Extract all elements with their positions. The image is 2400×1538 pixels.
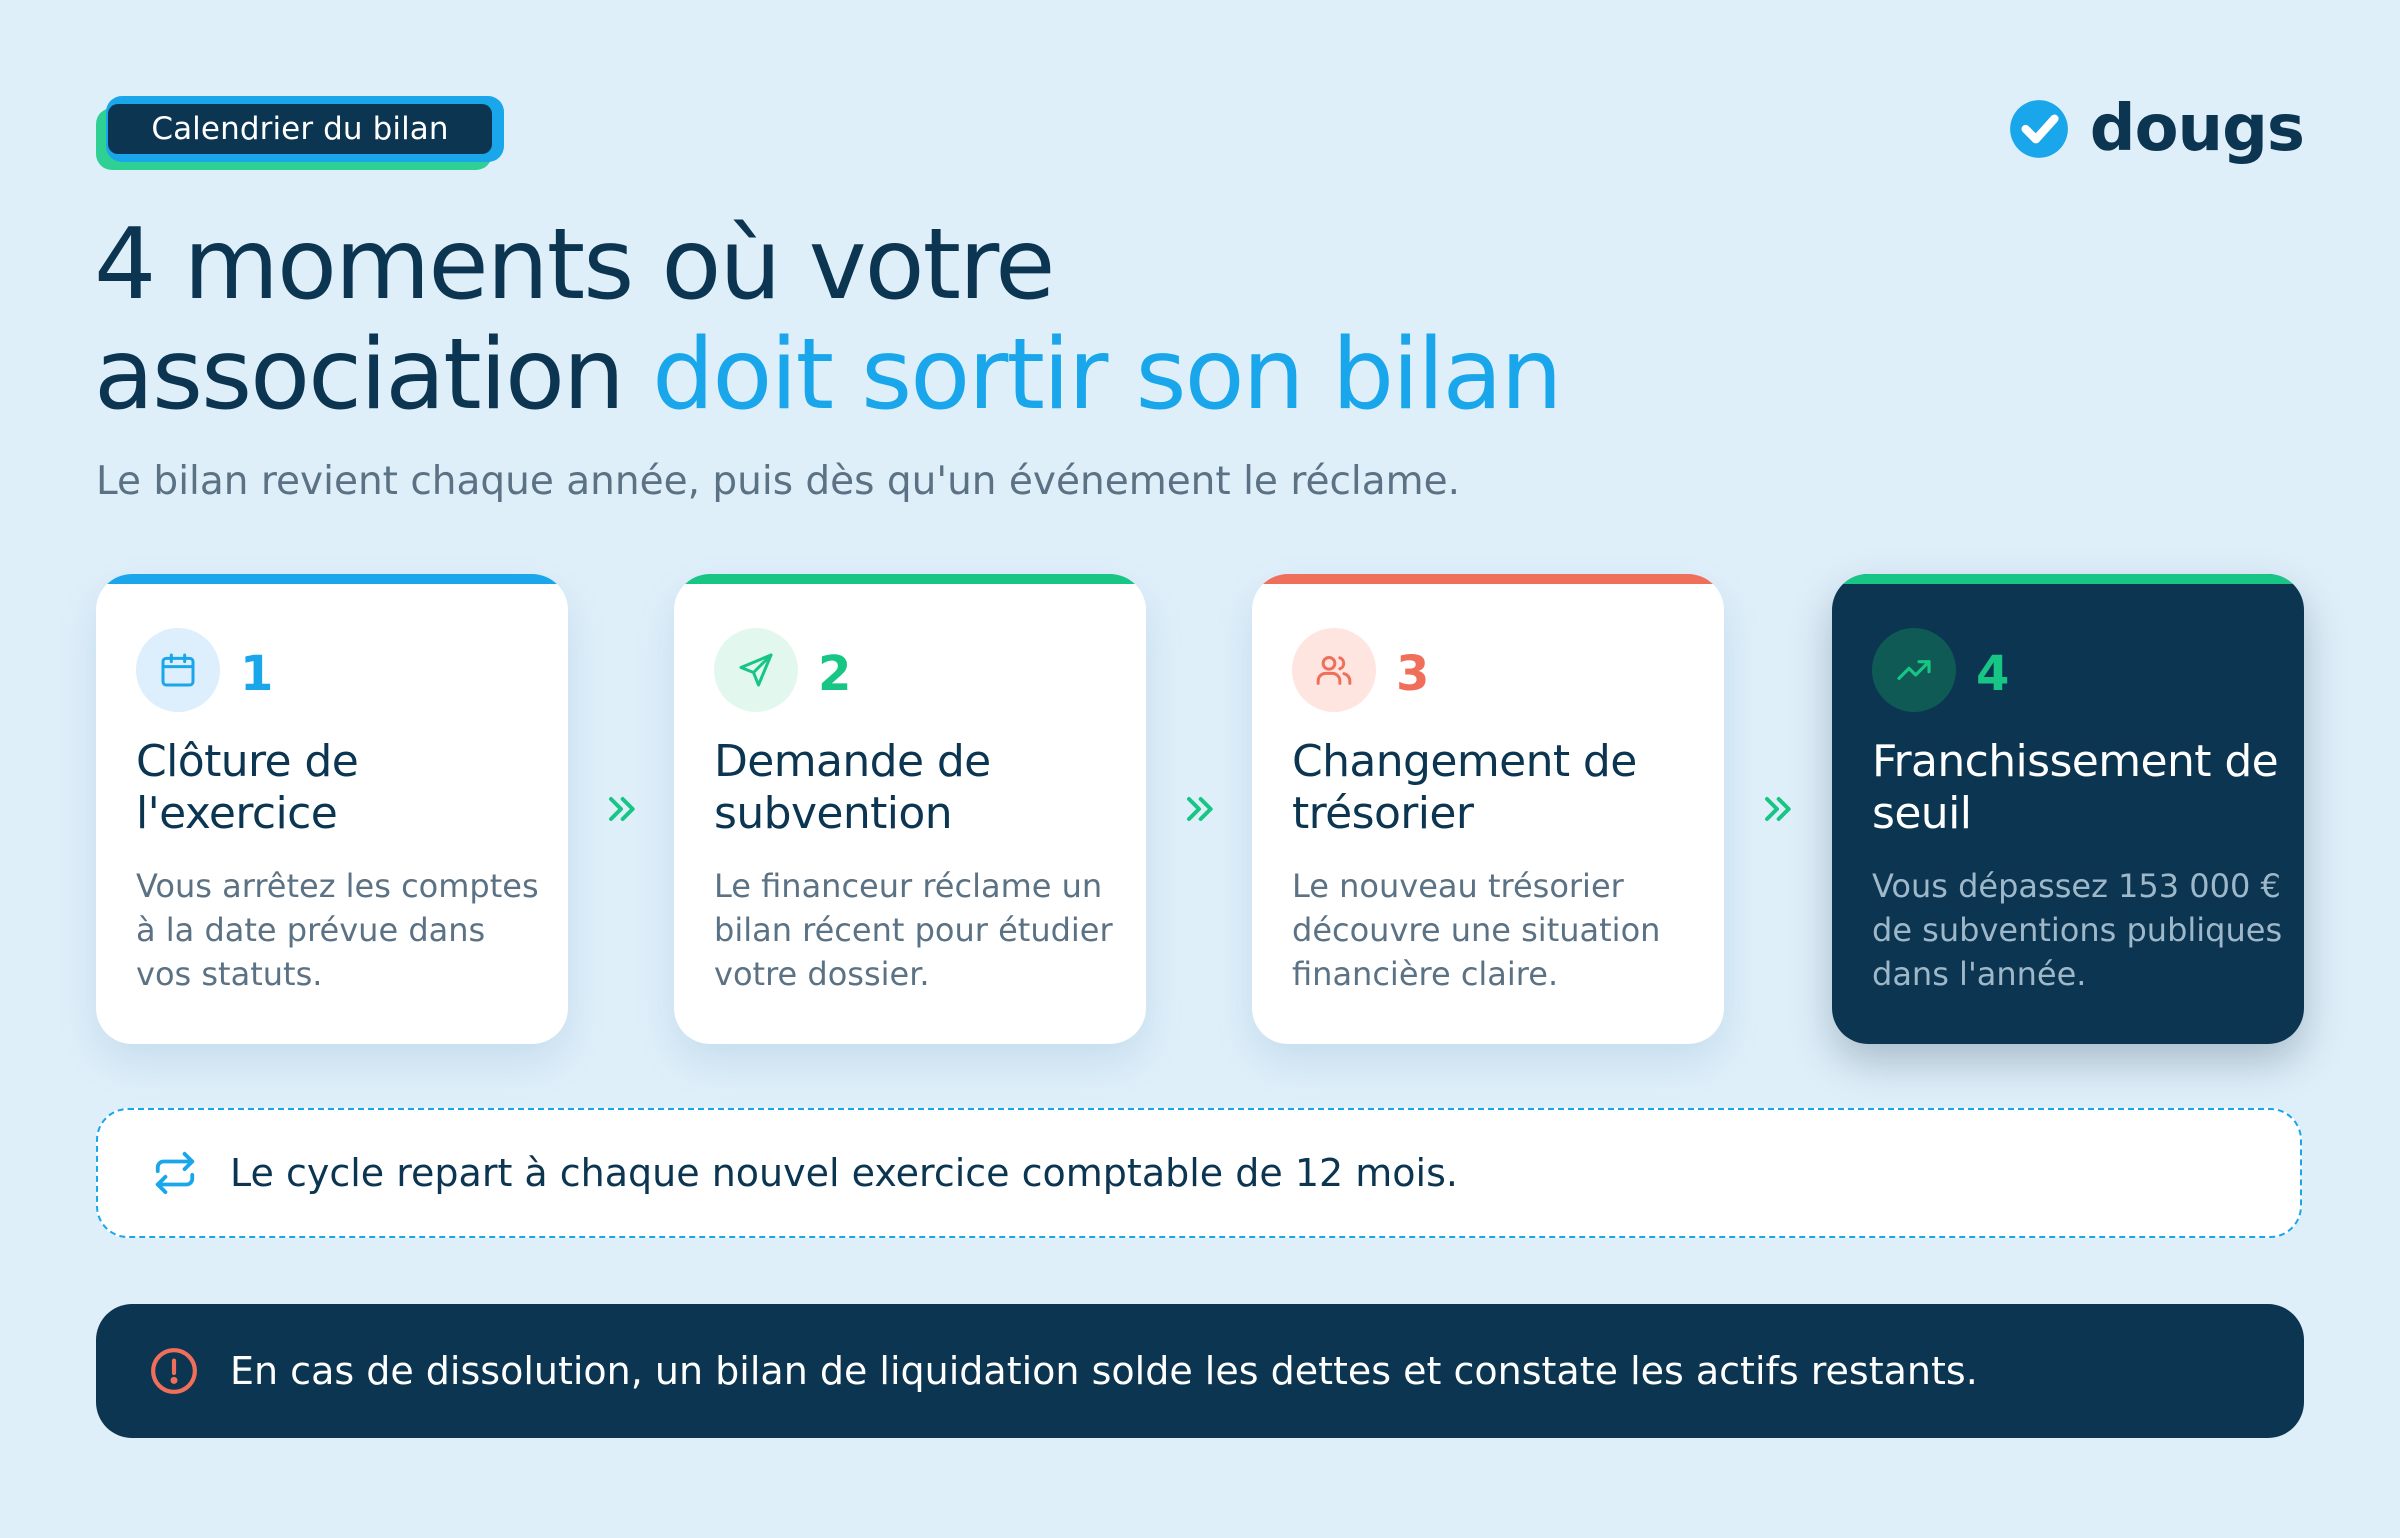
card-topbar-3 [1252, 574, 1724, 584]
card-description-2: Le financeur réclame un bilan récent pour étudier votre dossier. [714, 867, 1113, 993]
alert-circle-icon [148, 1345, 200, 1397]
card-title-3: Changement de trésorier [1292, 736, 1637, 839]
card-number-2: 2 [818, 646, 852, 702]
dissolution-alert-text: En cas de dissolution, un bilan de liquidation solde les dettes et constate les actifs restants. [230, 1349, 1978, 1393]
calendar-badge [96, 96, 504, 172]
title-line-2 [94, 320, 1794, 430]
card-topbar-2 [674, 574, 1146, 584]
users-icon [1314, 650, 1354, 690]
card-icon-circle-4 [1872, 628, 1956, 712]
title-line-1: 4 moments où votre [94, 208, 1054, 322]
logo-text: dougs [2089, 92, 2304, 166]
send-icon [736, 650, 776, 690]
chevrons-right-icon [1174, 784, 1224, 834]
page-subtitle: Le bilan revient chaque année, puis dès qu'un événement le réclame. [96, 459, 1461, 504]
moments-cards [96, 574, 2304, 1044]
title-line-2-accent: doit sortir son bilan [652, 318, 1561, 432]
check-badge-icon [2006, 96, 2072, 162]
moment-card-2 [674, 574, 1146, 1044]
moment-card-1 [96, 574, 568, 1044]
card-title-2: Demande de subvention [714, 736, 991, 839]
card-number-3: 3 [1396, 646, 1430, 702]
dougs-logo [2006, 92, 2304, 166]
trending-up-icon [1894, 650, 1934, 690]
card-number-4: 4 [1976, 646, 2010, 702]
dissolution-alert [96, 1304, 2304, 1438]
cycle-notice [96, 1108, 2302, 1238]
chevrons-right-icon [1752, 784, 1802, 834]
card-icon-circle-1 [136, 628, 220, 712]
card-description-3: Le nouveau trésorier découvre une situation financière claire. [1292, 867, 1661, 993]
title-line-2-prefix: association [94, 318, 653, 432]
card-description-4: Vous dépassez 153 000 € de subventions publiques dans l'année. [1872, 867, 2283, 993]
page-title [94, 210, 1794, 430]
moment-card-3 [1252, 574, 1724, 1044]
moment-card-4 [1832, 574, 2304, 1044]
calendar-icon [158, 650, 198, 690]
badge-label: Calendrier du bilan [108, 104, 492, 154]
card-icon-circle-3 [1292, 628, 1376, 712]
card-number-1: 1 [240, 646, 274, 702]
card-title-1: Clôture de l'exercice [136, 736, 359, 839]
chevrons-right-icon [596, 784, 646, 834]
card-icon-circle-2 [714, 628, 798, 712]
card-title-4: Franchissement de seuil [1872, 736, 2279, 839]
repeat-icon [152, 1150, 198, 1196]
card-topbar-1 [96, 574, 568, 584]
card-description-1: Vous arrêtez les comptes à la date prévue dans vos statuts. [136, 867, 539, 993]
card-topbar-4 [1832, 574, 2304, 584]
cycle-notice-text: Le cycle repart à chaque nouvel exercice comptable de 12 mois. [230, 1151, 1458, 1195]
